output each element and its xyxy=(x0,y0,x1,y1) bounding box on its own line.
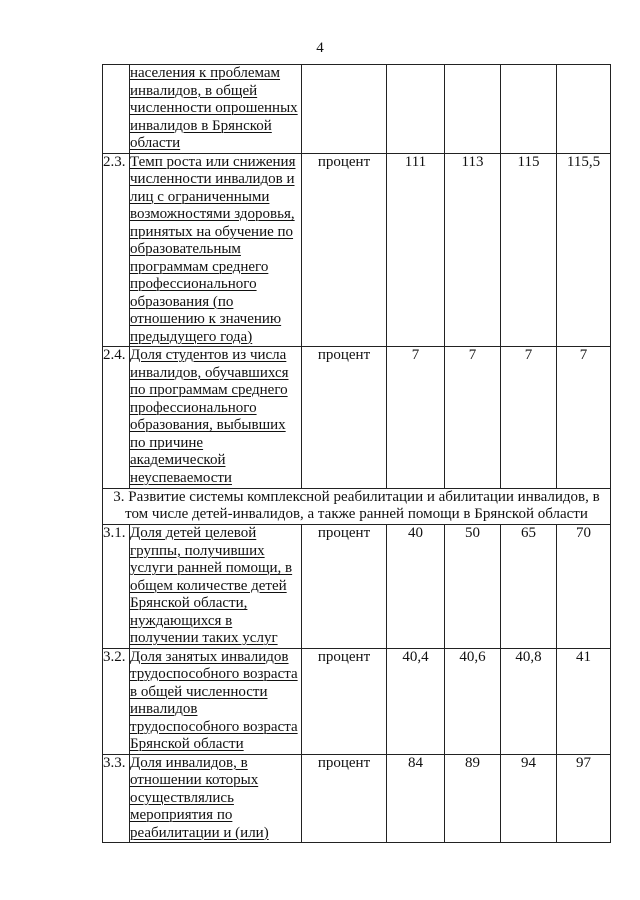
indicator-name-line: инвалидов, обучавшихся xyxy=(130,364,289,381)
indicator-name xyxy=(130,153,302,347)
value-cell: 115 xyxy=(501,153,557,347)
indicator-name-line: населения к проблемам xyxy=(130,65,281,81)
indicator-name-line: общем количестве детей xyxy=(130,577,287,594)
value-cell: 113 xyxy=(445,153,501,347)
value-cell: 41 xyxy=(557,648,611,754)
indicator-name-line: возможностями здоровья, xyxy=(130,206,295,222)
indicator-name-line: профессионального xyxy=(130,399,257,416)
value-cell: 111 xyxy=(387,153,445,347)
value-cell xyxy=(557,65,611,154)
value-cell: 40,4 xyxy=(387,648,445,754)
indicator-name xyxy=(130,65,302,154)
table-body xyxy=(103,65,611,843)
indicator-name-line: инвалидов xyxy=(130,701,198,717)
indicator-name-line: Доля инвалидов, в xyxy=(130,754,248,771)
indicator-name-line: образования (по xyxy=(130,293,234,310)
indicator-name-line: инвалидов в Брянской xyxy=(130,117,272,134)
indicator-name-line: образовательным xyxy=(130,241,241,257)
indicator-name-line: Темп роста или снижения xyxy=(130,153,296,170)
value-cell xyxy=(501,65,557,154)
value-cell: 40,8 xyxy=(501,648,557,754)
value-cell: 7 xyxy=(501,347,557,489)
table-row xyxy=(103,347,611,489)
indicator-name-line: профессионального xyxy=(130,276,257,292)
section-header-row xyxy=(103,489,611,525)
indicator-name xyxy=(130,347,302,489)
value-cell xyxy=(445,65,501,154)
value-cell: 84 xyxy=(387,754,445,843)
indicator-name-line: по программам среднего xyxy=(130,382,288,398)
indicator-name-line: услуги ранней помощи, в xyxy=(130,560,293,576)
row-number: 3.1. xyxy=(103,525,130,649)
value-cell: 7 xyxy=(445,347,501,489)
indicator-name-line: Брянской области xyxy=(130,736,244,752)
row-number: 2.4. xyxy=(103,347,130,489)
row-number: 3.3. xyxy=(103,754,130,843)
unit-cell: процент xyxy=(302,347,387,489)
page-number: 4 xyxy=(316,40,324,56)
value-cell: 115,5 xyxy=(557,153,611,347)
value-cell: 50 xyxy=(445,525,501,649)
value-cell: 40 xyxy=(387,525,445,649)
section-title xyxy=(103,489,611,525)
unit-cell xyxy=(302,65,387,154)
indicator-name-line: академической xyxy=(130,452,226,468)
value-cell: 65 xyxy=(501,525,557,649)
indicator-name xyxy=(130,754,302,843)
row-number: 2.3. xyxy=(103,153,130,347)
indicator-name-line: нуждающихся в xyxy=(130,612,233,629)
indicator-name-line: численности инвалидов и xyxy=(130,171,295,187)
table-row xyxy=(103,65,611,154)
indicator-name-line: осуществлялись xyxy=(130,789,234,806)
indicator-name-line: группы, получивших xyxy=(130,542,265,559)
table-row xyxy=(103,153,611,347)
indicator-name-line: в общей численности xyxy=(130,683,268,700)
indicator-name-line: Брянской области, xyxy=(130,595,248,611)
indicator-name-line: по причине xyxy=(130,434,204,451)
value-cell: 89 xyxy=(445,754,501,843)
section-title-line: том числе детей-инвалидов, а также ранней помощи в Брянской области xyxy=(125,506,588,522)
indicator-name-line: численности опрошенных xyxy=(130,100,298,116)
indicator-name-line: принятых на обучение по xyxy=(130,223,294,240)
unit-cell: процент xyxy=(302,648,387,754)
unit-cell: процент xyxy=(302,525,387,649)
table-row xyxy=(103,754,611,843)
value-cell: 7 xyxy=(557,347,611,489)
indicator-table xyxy=(102,64,611,843)
indicator-name-line: Доля студентов из числа xyxy=(130,347,287,363)
indicator-name-line: отношению к значению xyxy=(130,311,282,327)
value-cell: 97 xyxy=(557,754,611,843)
indicator-name-line: области xyxy=(130,135,181,151)
value-cell xyxy=(387,65,445,154)
value-cell: 70 xyxy=(557,525,611,649)
indicator-name-line: отношении которых xyxy=(130,772,259,788)
unit-cell: процент xyxy=(302,153,387,347)
indicator-name-line: трудоспособного возраста xyxy=(130,718,298,735)
value-cell: 40,6 xyxy=(445,648,501,754)
indicator-name-line: мероприятия по xyxy=(130,807,233,823)
value-cell: 94 xyxy=(501,754,557,843)
indicator-name-line: лиц с ограниченными xyxy=(130,188,270,205)
indicator-name-line: получении таких услуг xyxy=(130,630,278,646)
value-cell: 7 xyxy=(387,347,445,489)
indicator-name xyxy=(130,525,302,649)
table-row xyxy=(103,648,611,754)
indicator-name-line: инвалидов, в общей xyxy=(130,82,258,99)
indicator-name-line: трудоспособного возраста xyxy=(130,666,298,682)
unit-cell: процент xyxy=(302,754,387,843)
section-title-line: 3. Развитие системы комплексной реабилитации и абилитации инвалидов, в xyxy=(113,489,600,505)
indicator-name-line: предыдущего года) xyxy=(130,328,253,345)
indicator-name-line: Доля занятых инвалидов xyxy=(130,648,289,665)
indicator-name-line: программам среднего xyxy=(130,258,269,275)
row-number: 3.2. xyxy=(103,648,130,754)
indicator-name-line: Доля детей целевой xyxy=(130,525,257,541)
indicator-name xyxy=(130,648,302,754)
table-row xyxy=(103,525,611,649)
indicator-name-line: неуспеваемости xyxy=(130,469,232,486)
row-number xyxy=(103,65,130,154)
indicator-name-line: реабилитации и (или) xyxy=(130,824,269,841)
indicator-name-line: образования, выбывших xyxy=(130,417,286,433)
